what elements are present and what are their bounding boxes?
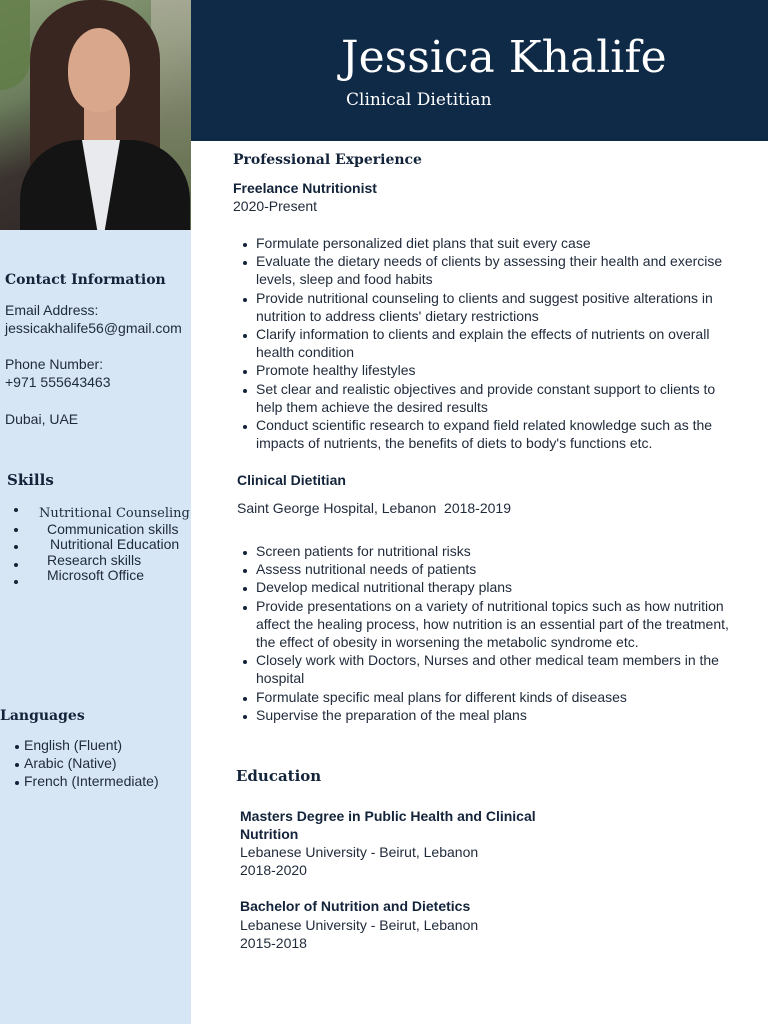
- experience-heading: Professional Experience: [233, 152, 422, 168]
- skill-item: Communication skills: [0, 522, 191, 538]
- languages-heading: Languages: [0, 708, 85, 724]
- skill-item: Nutritional Education: [0, 537, 191, 553]
- skill-item: Nutritional Counseling: [0, 506, 191, 522]
- duty-item: Formulate specific meal plans for different kinds of diseases: [240, 688, 740, 706]
- duty-item: Set clear and realistic objectives and provide constant support to clients to help them achieve the desired results: [240, 380, 740, 416]
- job-title-freelance: Freelance Nutritionist: [233, 180, 377, 196]
- phone-value: +971 555643463: [5, 374, 111, 390]
- skills-list: [0, 506, 191, 584]
- duty-item: Provide nutritional counseling to clients and suggest positive alterations in nutrition to address clients' dietary restrictions: [240, 289, 740, 325]
- language-item: English (Fluent): [0, 736, 159, 754]
- email-value: jessicakhalife56@gmail.com: [5, 320, 182, 336]
- school-masters: Lebanese University - Beirut, Lebanon: [240, 844, 479, 860]
- duty-item: Screen patients for nutritional risks: [240, 542, 740, 560]
- languages-list: [0, 736, 159, 790]
- job-place-clinical: Saint George Hospital, Lebanon 2018-2019: [237, 500, 511, 516]
- language-item: French (Intermediate): [0, 772, 159, 790]
- freelance-duties: [240, 234, 740, 452]
- duty-item: Supervise the preparation of the meal plans: [240, 706, 740, 724]
- period-bachelor: 2015-2018: [240, 935, 307, 951]
- duty-item: Formulate personalized diet plans that suit every case: [240, 234, 740, 252]
- contact-heading: Contact Information: [5, 272, 166, 288]
- email-label: Email Address:: [5, 302, 99, 318]
- duty-item: Evaluate the dietary needs of clients by assessing their health and exercise levels, sleep and food habits: [240, 252, 740, 288]
- skill-item: Microsoft Office: [0, 568, 191, 584]
- skill-item: Research skills: [0, 553, 191, 569]
- duty-item: Assess nutritional needs of patients: [240, 560, 740, 578]
- duty-item: Promote healthy lifestyles: [240, 361, 740, 379]
- header-banner: [191, 0, 768, 141]
- education-heading: Education: [236, 767, 322, 785]
- candidate-title: Clinical Dietitian: [346, 90, 492, 110]
- school-bachelor: Lebanese University - Beirut, Lebanon: [240, 917, 479, 933]
- duty-item: Provide presentations on a variety of nutritional topics such as how nutrition affect the healing process, how nutrition is an essential part of the treatment, the effect of obesity in worsening the metabolic syndrome etc.: [240, 597, 740, 652]
- language-item: Arabic (Native): [0, 754, 159, 772]
- job-title-clinical: Clinical Dietitian: [237, 472, 346, 488]
- clinical-duties: [240, 542, 740, 724]
- skills-heading: Skills: [7, 471, 54, 489]
- job-period-freelance: 2020-Present: [233, 198, 318, 214]
- phone-label: Phone Number:: [5, 356, 104, 372]
- duty-item: Closely work with Doctors, Nurses and other medical team members in the hospital: [240, 651, 740, 687]
- degree-bachelor: Bachelor of Nutrition and Dietetics: [240, 898, 471, 914]
- degree-masters-line2: Nutrition: [240, 826, 299, 842]
- profile-photo: [0, 0, 191, 230]
- duty-item: Conduct scientific research to expand field related knowledge such as the impacts of nutrients, the benefits of diets to body's functions etc.: [240, 416, 740, 452]
- period-masters: 2018-2020: [240, 862, 307, 878]
- degree-masters-line1: Masters Degree in Public Health and Clinical: [240, 808, 536, 824]
- duty-item: Develop medical nutritional therapy plans: [240, 578, 740, 596]
- candidate-name: Jessica Khalife: [341, 32, 667, 83]
- duty-item: Clarify information to clients and explain the effects of nutrients on overall health condition: [240, 325, 740, 361]
- location: Dubai, UAE: [5, 411, 79, 427]
